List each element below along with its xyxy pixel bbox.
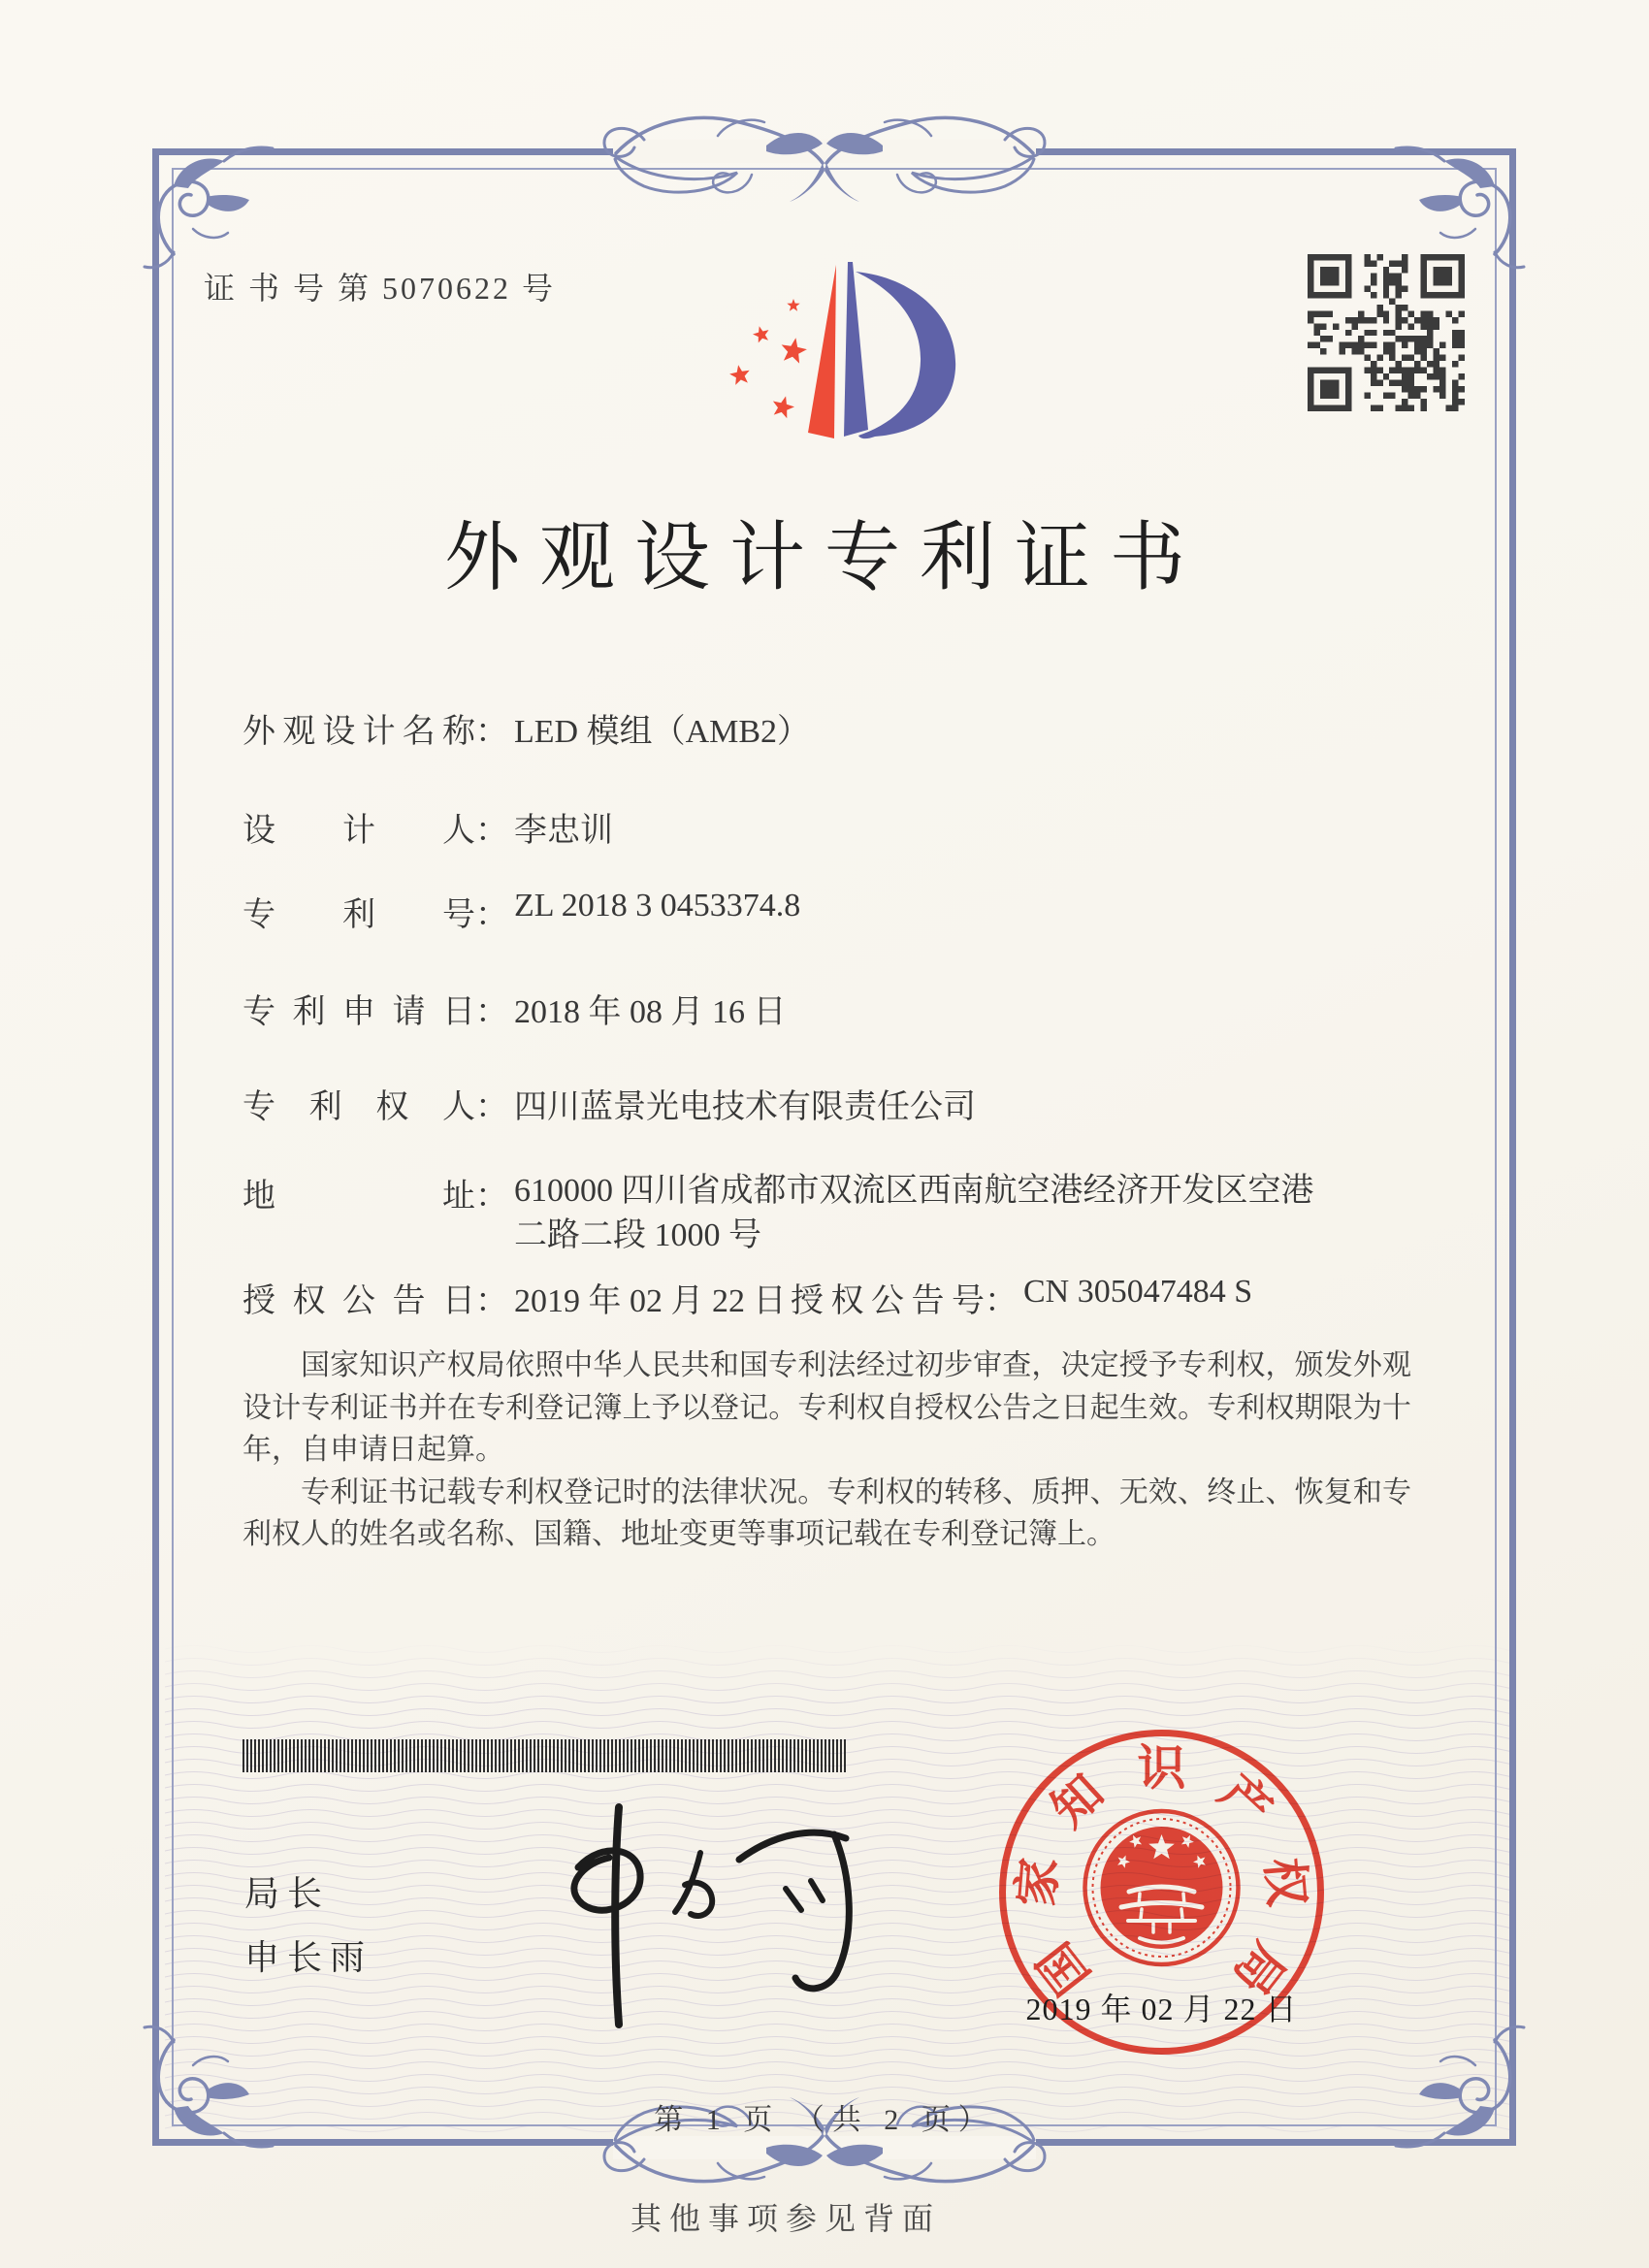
field-label: 授权公告日 (242, 1283, 475, 1319)
back-note: 其他事项参见背面 (630, 2201, 941, 2236)
cnipa-logo-icon (708, 233, 999, 485)
logo-stars-icon (729, 299, 807, 418)
field-label: 地址 (242, 1179, 475, 1215)
field-value: ZL 2018 3 0453374.8 (514, 888, 801, 923)
svg-text:国: 国 (1027, 1932, 1101, 2005)
qr-code (1308, 254, 1465, 411)
field-label: 专利权人 (242, 1089, 475, 1125)
svg-text:产: 产 (1209, 1764, 1282, 1837)
field-label: 授权公告号 (791, 1283, 985, 1319)
field-label: 专利号 (242, 897, 475, 933)
field-value: 610000 四川省成都市双流区西南航空港经济开发区空港 二路二段 1000 号 (514, 1173, 1314, 1253)
field-value: CN 305047484 S (1023, 1274, 1253, 1310)
signer-title: 局长 (244, 1874, 331, 1913)
field-label: 外观设计名称 (242, 714, 475, 750)
svg-text:知: 知 (1041, 1764, 1115, 1837)
field-value: LED 模组（AMB2） (514, 714, 811, 750)
handwritten-signature (495, 1799, 863, 2037)
logo-red-wedge (808, 265, 836, 438)
ornament-top-center (572, 85, 1077, 250)
field-row-grant-no: 授权公告号： CN 305047484 S (791, 1274, 1253, 1319)
svg-text:权: 权 (1256, 1855, 1315, 1909)
legal-paragraph-2: 专利证书记载专利权登记时的法律状况。专利权的转移、质押、无效、终止、恢复和专利权人的姓名或名称、国籍、地址变更等事项记载在专利登记簿上。 (242, 1475, 1411, 1550)
logo-blue-p (856, 272, 955, 438)
field-value: 2019 年 02 月 22 日 (514, 1283, 787, 1319)
svg-text:识: 识 (1137, 1740, 1186, 1796)
field-value: 2018 年 08 月 16 日 (514, 994, 787, 1030)
field-label: 设计人 (242, 813, 475, 849)
svg-text:局: 局 (1222, 1932, 1296, 2005)
corner-flourish-top-right (1371, 116, 1526, 272)
field-value: 李忠训 (514, 813, 613, 849)
page-indicator: 第 1 页 （共 2 页） (654, 2104, 995, 2136)
certificate-title: 外观设计专利证书 (443, 515, 1205, 599)
national-emblem-icon (1085, 1811, 1239, 1964)
corner-flourish-top-left (143, 116, 298, 272)
field-row-filing-date: 专利申请日： 2018 年 08 月 16 日 (242, 985, 787, 1032)
certificate-number: 证 书 号 第 5070622 号 (204, 271, 557, 306)
field-row-grant: 授权公告日： 2019 年 02 月 22 日 授权公告号： CN 305047484 S (242, 1274, 1253, 1319)
field-label: 专利申请日 (242, 994, 475, 1030)
legal-paragraph-1: 国家知识产权局依照中华人民共和国专利法经过初步审查，决定授予专利权，颁发外观设计专利证书并在专利登记簿上予以登记。专利权自授权公告之日起生效。专利权期限为十年，自申请日起算。 (242, 1349, 1411, 1466)
logo-blue-bar (844, 262, 868, 437)
svg-text:家: 家 (1008, 1855, 1067, 1909)
signer-name: 申长雨 (244, 1938, 373, 1977)
legal-text-block (242, 1345, 1411, 1556)
field-row-designer: 设计人： 李忠训 (242, 803, 613, 851)
field-row-patent-no: 专利号： ZL 2018 3 0453374.8 (242, 888, 801, 933)
barcode (242, 1739, 854, 1772)
field-row-patentee: 专利权人： 四川蓝景光电技术有限责任公司 (242, 1080, 976, 1127)
field-row-address: 地址： 610000 四川省成都市双流区西南航空港经济开发区空港 二路二段 1000 号 (242, 1169, 1314, 1258)
field-row-design-name: 外观设计名称： LED 模组（AMB2） (242, 704, 810, 752)
field-value: 四川蓝景光电技术有限责任公司 (514, 1089, 976, 1125)
seal-date: 2019 年 02 月 22 日 (1025, 1992, 1298, 2026)
